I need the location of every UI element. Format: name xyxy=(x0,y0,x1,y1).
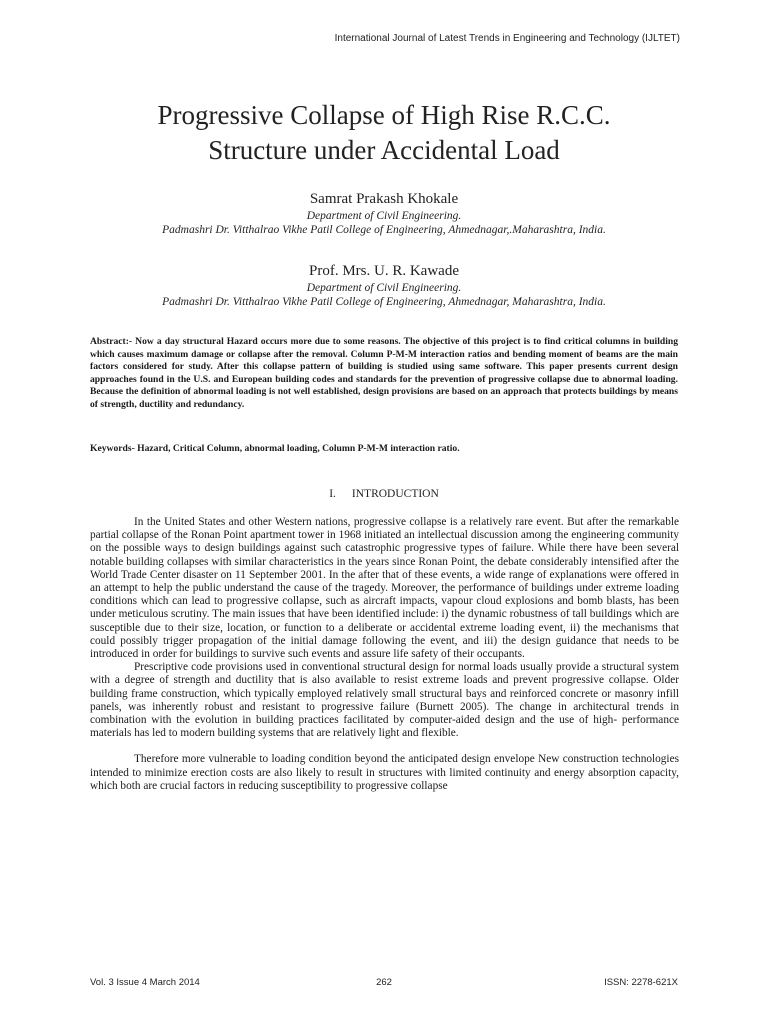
footer-page-number: 262 xyxy=(376,977,392,988)
abstract: Abstract:- Now a day structural Hazard occurs more due to some reasons. The objective of this project is to find critical columns in building which causes maximum damage or collapse after the removal. Column P-M-M interaction ratios and bending moment of beams are the main factors considered for study. After this collapse pattern of building is studied using same software. This paper presents current design approaches found in the U.S. and European building codes and standards for the prevention of progressive collapse due to abnormal loading. Because the definition of abnormal loading is not well established, design provisions are based on an approach that protects buildings by means of strength, ductility and redundancy. xyxy=(90,336,678,410)
paragraph: Prescriptive code provisions used in conventional structural design for normal loads usually provide a structural system with a degree of strength and ductility that is also available to resist extreme loads and prevent progressive collapse. Older building frame construction, which typically employed relatively small structural bays and reinforced concrete or masonry infill panels, was inherently robust and resistant to progressive failure (Burnett 2005). The change in architectural trends in combination with the evolution in building practices facilitated by computer-aided design and the use of high- performance materials has led to modern building systems that are relatively light and flexible. xyxy=(90,661,679,740)
author-department: Department of Civil Engineering. xyxy=(306,282,462,294)
author-college: Padmashri Dr. Vitthalrao Vikhe Patil College of Engineering, Ahmednagar, Maharashtra, India. xyxy=(162,296,606,308)
paragraph: In the United States and other Western nations, progressive collapse is a relatively rare event. But after the remarkable partial collapse of the Ronan Point apartment tower in 1968 initiated an intellectual discussion among the engineering community on the possible ways to design buildings against such catastrophic progressive types of failure. While there have been several notable building collapses with similar characteristics in the years since Ronan Point, the debate considerably intensified after the World Trade Center disaster on 11 September 2001. In the after that of these events, a wide range of explanations were offered in an attempt to help the public understand the cause of the tragedy. Moreover, the performance of buildings under extreme loading conditions which can lead to progressive collapse, such as aircraft impacts, vapour cloud explosions and bomb blasts, has been under meticulous scrutiny. The main issues that have been identified include: i) the dynamic robustness of tall buildings which are susceptible due to their size, location, or function to a deliberate or accidental extreme loading event, ii) the mechanisms that could possibly trigger propagation of the initial damage following the event, and iii) the design guidance that needs to be introduced in order for buildings to survive such events and assure life safety of their occupants. xyxy=(90,516,679,661)
body-text xyxy=(90,516,679,793)
title-line-2: Structure under Accidental Load xyxy=(208,135,560,165)
footer-volume: Vol. 3 Issue 4 March 2014 xyxy=(90,977,200,988)
keywords: Keywords- Hazard, Critical Column, abnormal loading, Column P-M-M interaction ratio. xyxy=(90,443,460,454)
author-name: Samrat Prakash Khokale xyxy=(309,191,459,207)
section-title: INTRODUCTION xyxy=(351,488,439,500)
paragraph: Therefore more vulnerable to loading condition beyond the anticipated design envelope New construction technologies intended to minimize erection costs are also likely to result in structures with limited continuity and energy absorption capacity, which both are crucial factors in reducing susceptibility to progressive collapse xyxy=(90,753,679,792)
author-college: Padmashri Dr. Vitthalrao Vikhe Patil College of Engineering, Ahmednagar,.Maharashtra, India. xyxy=(162,224,606,236)
section-heading xyxy=(0,488,768,500)
author-block-2 xyxy=(0,261,768,309)
section-number: I. xyxy=(329,488,336,500)
author-department: Department of Civil Engineering. xyxy=(306,210,462,222)
author-name: Prof. Mrs. U. R. Kawade xyxy=(309,263,459,279)
title-line-1: Progressive Collapse of High Rise R.C.C. xyxy=(157,100,611,130)
author-block-1 xyxy=(0,189,768,237)
journal-header: International Journal of Latest Trends in Engineering and Technology (IJLTET) xyxy=(334,33,680,44)
footer-issn: ISSN: 2278-621X xyxy=(604,977,678,988)
paper-title xyxy=(0,98,768,168)
